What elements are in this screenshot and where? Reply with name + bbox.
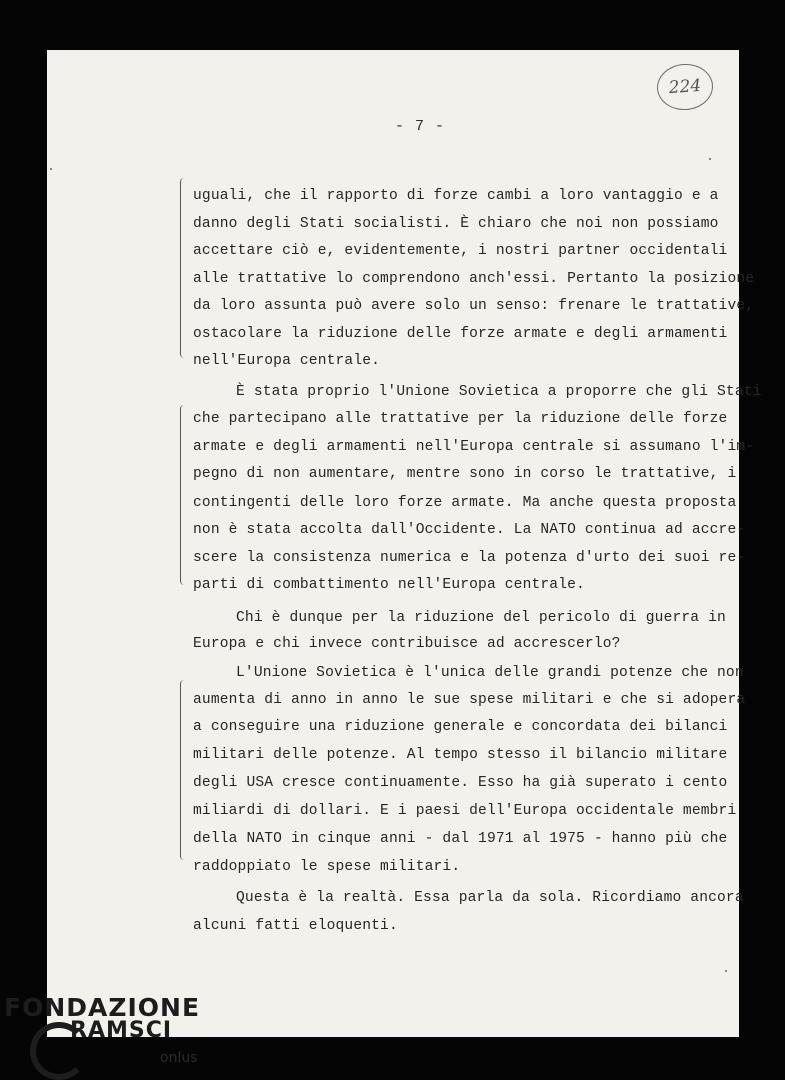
text-line: danno degli Stati socialisti. È chiaro che noi non possiamo bbox=[193, 216, 719, 232]
page-number: - 7 - bbox=[395, 118, 446, 135]
text-line: ostacolare la riduzione delle forze armate e degli armamenti bbox=[193, 326, 728, 342]
paper-speck bbox=[725, 970, 727, 972]
text-line: accettare ciò e, evidentemente, i nostri partner occidentali bbox=[193, 243, 728, 259]
foundation-logo: FONDAZIONE bbox=[4, 993, 201, 1022]
text-line: scere la consistenza numerica e la potenza d'urto dei suoi re- bbox=[193, 550, 746, 566]
text-line: pegno di non aumentare, mentre sono in corso le trattative, i bbox=[193, 466, 737, 482]
margin-bracket bbox=[180, 405, 187, 585]
text-line: nell'Europa centrale. bbox=[193, 353, 381, 369]
text-line: che partecipano alle trattative per la riduzione delle forze bbox=[193, 411, 728, 427]
text-line: È stata proprio l'Unione Sovietica a proporre che gli Stati bbox=[236, 384, 762, 400]
text-line: contingenti delle loro forze armate. Ma anche questa proposta bbox=[193, 495, 737, 511]
text-line: Europa e chi invece contribuisce ad accrescerlo? bbox=[193, 636, 621, 652]
margin-bracket bbox=[180, 680, 187, 860]
text-line: aumenta di anno in anno le sue spese militari e che si adopera bbox=[193, 692, 746, 708]
paper-speck bbox=[50, 168, 52, 170]
text-line: alle trattative lo comprendono anch'essi. Pertanto la posizione bbox=[193, 271, 755, 287]
text-line: miliardi di dollari. E i paesi dell'Europa occidentale membri bbox=[193, 803, 737, 819]
text-line: parti di combattimento nell'Europa centrale. bbox=[193, 577, 585, 593]
text-line: Chi è dunque per la riduzione del pericolo di guerra in bbox=[236, 610, 726, 626]
foundation-logo-sub: onlus bbox=[160, 1050, 198, 1066]
text-line: a conseguire una riduzione generale e concordata dei bilanci bbox=[193, 719, 728, 735]
paper-speck bbox=[709, 158, 711, 160]
text-line: degli USA cresce continuamente. Esso ha già superato i cento bbox=[193, 775, 728, 791]
text-line: L'Unione Sovietica è l'unica delle grandi potenze che non bbox=[236, 665, 744, 681]
text-line: da loro assunta può avere solo un senso: frenare le trattative, bbox=[193, 298, 755, 314]
archive-stamp: 224 bbox=[655, 62, 714, 112]
text-line: uguali, che il rapporto di forze cambi a loro vantaggio e a bbox=[193, 188, 719, 204]
text-line: della NATO in cinque anni - dal 1971 al 1975 - hanno più che bbox=[193, 831, 728, 847]
text-line: armate e degli armamenti nell'Europa centrale si assumano l'im- bbox=[193, 439, 755, 455]
text-line: non è stata accolta dall'Occidente. La NATO continua ad accre- bbox=[193, 522, 746, 538]
margin-bracket bbox=[180, 178, 187, 358]
text-line: alcuni fatti eloquenti. bbox=[193, 918, 398, 934]
text-line: militari delle potenze. Al tempo stesso il bilancio militare bbox=[193, 747, 728, 763]
text-line: Questa è la realtà. Essa parla da sola. Ricordiamo ancora bbox=[236, 890, 744, 906]
text-line: raddoppiato le spese militari. bbox=[193, 859, 461, 875]
foundation-logo-line2: RAMSCI bbox=[70, 1018, 173, 1043]
